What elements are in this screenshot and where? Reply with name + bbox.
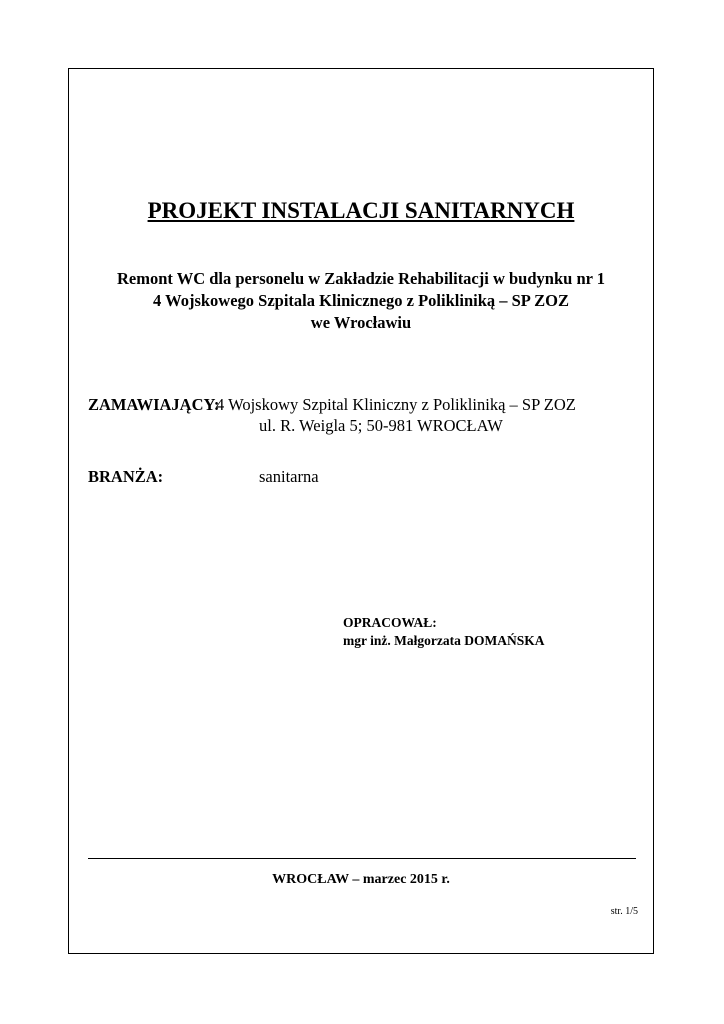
- client-label: ZAMAWIAJĄCY:: [88, 395, 220, 414]
- author-name: mgr inż. Małgorzata DOMAŃSKA: [343, 633, 545, 648]
- page-number: str. 1/5: [610, 906, 638, 917]
- branch-value: sanitarna: [259, 467, 319, 486]
- document-title: PROJEKT INSTALACJI SANITARNYCH: [147, 198, 575, 223]
- subtitle-line-2: 4 Wojskowego Szpitala Klinicznego z Polikliniką – SP ZOZ: [153, 291, 569, 310]
- subtitle-line-3: we Wrocławiu: [310, 313, 412, 332]
- footer-divider: [88, 858, 636, 859]
- client-name: 4 Wojskowy Szpital Kliniczny z Polikliniką – SP ZOZ: [216, 395, 576, 414]
- client-address: ul. R. Weigla 5; 50-981 WROCŁAW: [259, 416, 503, 435]
- branch-label: BRANŻA:: [88, 467, 164, 486]
- author-label: OPRACOWAŁ:: [343, 615, 437, 630]
- subtitle-line-1: Remont WC dla personelu w Zakładzie Rehabilitacji w budynku nr 1: [116, 269, 606, 288]
- footer-place-date: WROCŁAW – marzec 2015 r.: [272, 872, 450, 887]
